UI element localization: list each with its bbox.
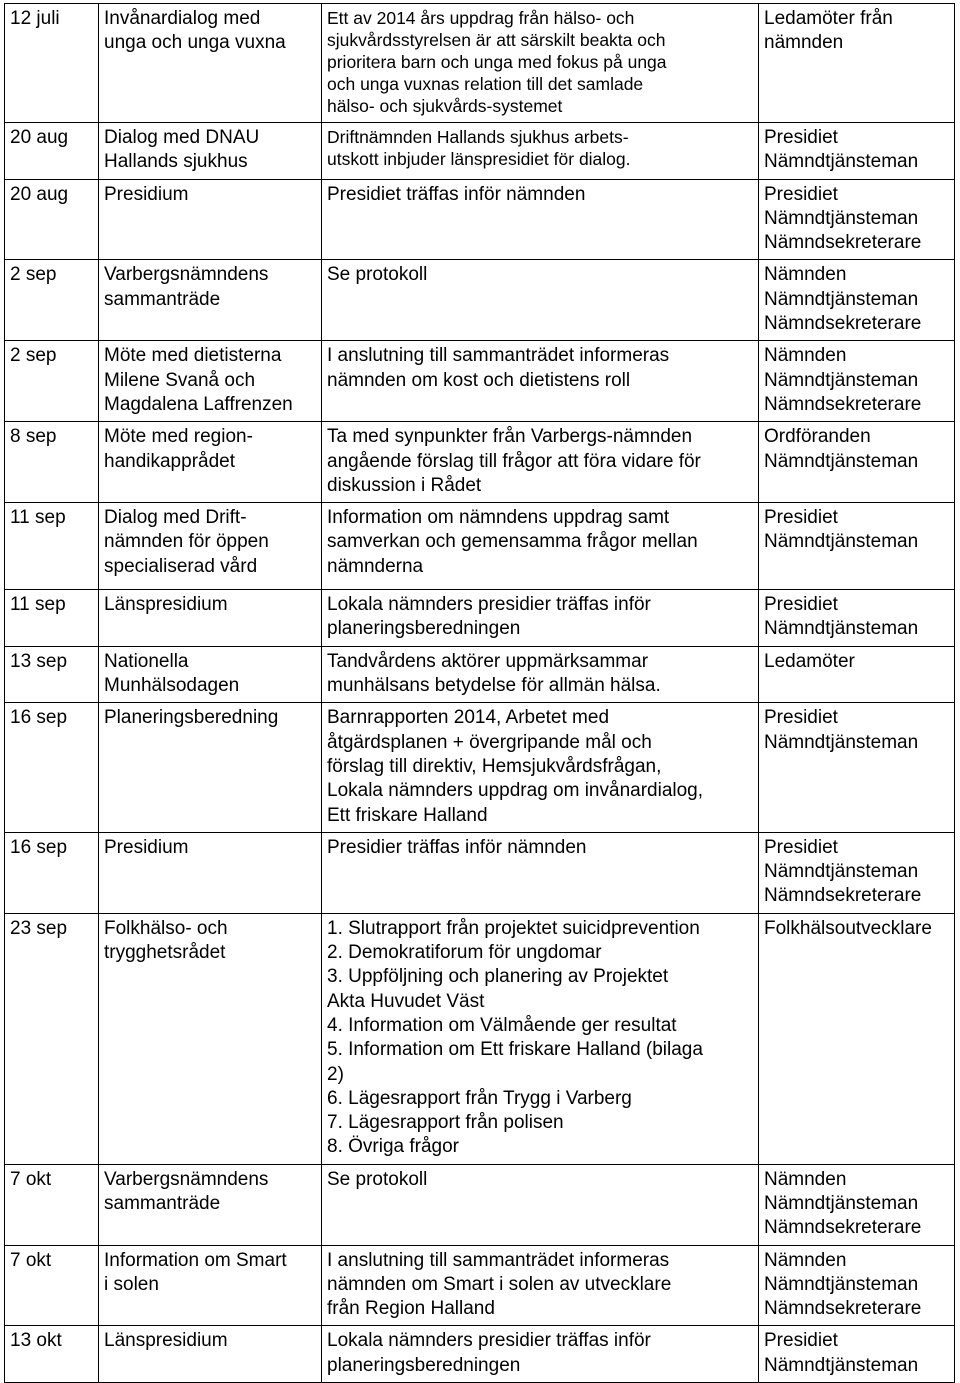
date-cell	[5, 422, 99, 503]
participants-cell-line: Nämndsekreterare	[764, 1298, 922, 1320]
event-cell	[99, 260, 322, 341]
event-cell-line: Presidium	[104, 183, 189, 205]
description-cell	[322, 422, 759, 503]
table-row	[5, 590, 955, 647]
participants-cell-line: Nämndtjänsteman	[764, 618, 919, 640]
description-cell-line: Presidier träffas inför nämnden	[327, 836, 587, 858]
event-cell-line: specialiserad vård	[104, 555, 258, 577]
date-cell-text: 16 sep	[10, 707, 68, 729]
description-cell-line: åtgärdsplanen + övergripande mål och	[327, 731, 652, 753]
event-cell	[99, 913, 322, 1164]
event-cell	[99, 341, 322, 422]
date-cell	[5, 590, 99, 647]
description-cell-line: 2)	[327, 1063, 344, 1085]
participants-cell-line: Ledamöter	[764, 650, 855, 672]
description-cell-line: planeringsberedningen	[327, 618, 521, 640]
description-cell-line: nämnden om kost och dietistens roll	[327, 369, 631, 391]
description-cell-line: nämnden om Smart i solen av utvecklare	[327, 1273, 672, 1295]
description-cell	[322, 646, 759, 703]
activity-schedule-document	[4, 3, 954, 1383]
description-cell-line: från Region Halland	[327, 1298, 495, 1320]
participants-cell	[759, 341, 955, 422]
table-row	[5, 1326, 955, 1383]
event-cell-line: sammanträde	[104, 1192, 221, 1214]
event-cell	[99, 422, 322, 503]
participants-cell-line: Presidiet	[764, 127, 838, 148]
description-cell	[322, 913, 759, 1164]
participants-cell-line: Nämnden	[764, 345, 847, 367]
description-cell-line: 3. Uppföljning och planering av Projektet	[327, 966, 669, 988]
date-cell	[5, 1164, 99, 1245]
event-cell-line: Information om Smart	[104, 1249, 287, 1271]
event-cell	[99, 646, 322, 703]
event-cell	[99, 503, 322, 590]
date-cell-text: 13 sep	[10, 650, 68, 672]
event-cell-line: Varbergsnämndens	[104, 1168, 269, 1190]
event-cell-line: Dialog med DNAU	[104, 127, 260, 148]
description-cell-line: Lokala nämnders presidier träffas inför	[327, 1330, 651, 1352]
date-cell	[5, 832, 99, 913]
description-cell	[322, 341, 759, 422]
participants-cell-line: Nämndtjänsteman	[764, 1273, 919, 1295]
table-row	[5, 260, 955, 341]
table-row	[5, 703, 955, 832]
description-cell-line: nämnderna	[327, 555, 424, 577]
description-cell	[322, 123, 759, 180]
description-cell-line: Barnrapporten 2014, Arbetet med	[327, 707, 610, 729]
description-cell	[322, 260, 759, 341]
description-cell-line: hälso- och sjukvårds-systemet	[327, 96, 563, 116]
participants-cell-line: Nämndtjänsteman	[764, 369, 919, 391]
date-cell-text: 16 sep	[10, 836, 68, 858]
event-cell	[99, 1164, 322, 1245]
participants-cell-line: Nämndtjänsteman	[764, 1192, 919, 1214]
date-cell	[5, 179, 99, 260]
date-cell	[5, 703, 99, 832]
table-row	[5, 341, 955, 422]
description-cell-line: 4. Information om Välmående ger resultat	[327, 1014, 677, 1036]
event-cell	[99, 590, 322, 647]
event-cell-line: Magdalena Laffrenzen	[104, 393, 293, 415]
participants-cell-line: Nämndtjänsteman	[764, 861, 919, 883]
description-cell-line: diskussion i Rådet	[327, 474, 482, 496]
event-cell-line: Presidium	[104, 836, 189, 858]
description-cell-line: 7. Lägesrapport från polisen	[327, 1112, 564, 1134]
event-cell-line: Nationella	[104, 650, 189, 672]
table-row	[5, 422, 955, 503]
participants-cell-line: Nämndsekreterare	[764, 313, 922, 335]
description-cell-line: Driftnämnden Hallands sjukhus arbets-	[327, 127, 629, 147]
description-cell-line: förslag till direktiv, Hemsjukvårdsfrågan,	[327, 755, 662, 777]
participants-cell-line: Nämndtjänsteman	[764, 731, 919, 753]
event-cell-line: Dialog med Drift-	[104, 507, 247, 529]
event-cell	[99, 4, 322, 123]
event-cell-line: Möte med region-	[104, 426, 253, 448]
date-cell	[5, 123, 99, 180]
date-cell-text: 2 sep	[10, 345, 57, 367]
description-cell-line: I anslutning till sammanträdet informeras	[327, 345, 670, 367]
date-cell	[5, 646, 99, 703]
description-cell	[322, 1245, 759, 1326]
participants-cell-line: Nämndsekreterare	[764, 393, 922, 415]
event-cell-line: Invånardialog med	[104, 8, 261, 29]
participants-cell	[759, 703, 955, 832]
description-cell-line: 5. Information om Ett friskare Halland (bilaga	[327, 1039, 703, 1061]
participants-cell-line: Nämndtjänsteman	[764, 151, 919, 173]
description-cell	[322, 590, 759, 647]
date-cell-text: 2 sep	[10, 264, 57, 286]
participants-cell	[759, 503, 955, 590]
event-cell	[99, 1326, 322, 1383]
date-cell-text: 7 okt	[10, 1168, 52, 1190]
participants-cell-line: Nämnden	[764, 1249, 847, 1271]
event-cell-line: nämnden för öppen	[104, 531, 269, 553]
description-cell-line: Ett friskare Halland	[327, 804, 488, 826]
description-cell-line: Se protokoll	[327, 1168, 428, 1190]
date-cell	[5, 4, 99, 123]
participants-cell	[759, 1164, 955, 1245]
participants-cell-line: Nämndtjänsteman	[764, 207, 919, 229]
participants-cell	[759, 832, 955, 913]
participants-cell	[759, 123, 955, 180]
event-cell-line: Milene Svanå och	[104, 369, 256, 391]
participants-cell-line: nämnden	[764, 32, 844, 54]
participants-cell-line: Nämndsekreterare	[764, 885, 922, 907]
table-row	[5, 4, 955, 123]
participants-cell	[759, 4, 955, 123]
description-cell-line: samverkan och gemensamma frågor mellan	[327, 531, 698, 553]
description-cell-line: 1. Slutrapport från projektet suicidprevention	[327, 917, 700, 939]
date-cell-text: 20 aug	[10, 127, 69, 148]
event-cell-line: sammanträde	[104, 288, 221, 310]
date-cell	[5, 1245, 99, 1326]
description-cell-line: 6. Lägesrapport från Trygg i Varberg	[327, 1087, 632, 1109]
participants-cell-line: Presidiet	[764, 594, 838, 616]
description-cell-line: och unga vuxnas relation till det samlade	[327, 74, 644, 94]
participants-cell-line: Presidiet	[764, 183, 838, 205]
participants-cell-line: Folkhälsoutvecklare	[764, 917, 932, 939]
description-cell-line: Tandvårdens aktörer uppmärksammar	[327, 650, 649, 672]
participants-cell-line: Nämndtjänsteman	[764, 288, 919, 310]
table-row	[5, 1245, 955, 1326]
event-cell	[99, 123, 322, 180]
date-cell-text: 8 sep	[10, 426, 57, 448]
description-cell-line: planeringsberedningen	[327, 1354, 521, 1376]
description-cell-line: Akta Huvudet Väst	[327, 990, 485, 1012]
event-cell-line: Hallands sjukhus	[104, 151, 248, 173]
event-cell-line: Folkhälso- och	[104, 917, 228, 939]
event-cell-line: handikapprådet	[104, 450, 235, 472]
participants-cell-line: Ledamöter från	[764, 8, 893, 29]
participants-cell-line: Presidiet	[764, 836, 838, 858]
event-cell	[99, 703, 322, 832]
participants-cell-line: Ordföranden	[764, 426, 871, 448]
date-cell	[5, 1326, 99, 1383]
description-cell-line: munhälsans betydelse för allmän hälsa.	[327, 675, 661, 697]
description-cell-line: 2. Demokratiforum för ungdomar	[327, 942, 602, 964]
participants-cell	[759, 1245, 955, 1326]
description-cell	[322, 1326, 759, 1383]
participants-cell	[759, 646, 955, 703]
date-cell-text: 11 sep	[10, 507, 66, 529]
event-cell-line: Möte med dietisterna	[104, 345, 282, 367]
table-row	[5, 503, 955, 590]
event-cell-line: Munhälsodagen	[104, 675, 240, 697]
participants-cell-line: Nämnden	[764, 264, 847, 286]
participants-cell-line: Nämndtjänsteman	[764, 531, 919, 553]
schedule-table	[4, 3, 955, 1383]
participants-cell-line: Presidiet	[764, 1330, 838, 1352]
description-cell-line: angående förslag till frågor att föra vidare för	[327, 450, 701, 472]
event-cell-line: i solen	[104, 1273, 159, 1295]
schedule-table-body	[5, 4, 955, 1383]
participants-cell-line: Nämndtjänsteman	[764, 450, 919, 472]
description-cell-line: I anslutning till sammanträdet informeras	[327, 1249, 670, 1271]
description-cell-line: prioritera barn och unga med fokus på unga	[327, 52, 667, 72]
date-cell	[5, 341, 99, 422]
table-row	[5, 646, 955, 703]
participants-cell	[759, 179, 955, 260]
date-cell-text: 20 aug	[10, 183, 69, 205]
description-cell-line: Ta med synpunkter från Varbergs-nämnden	[327, 426, 693, 448]
event-cell-line: Varbergsnämndens	[104, 264, 269, 286]
description-cell-line: Lokala nämnders presidier träffas inför	[327, 594, 651, 616]
table-row	[5, 832, 955, 913]
participants-cell	[759, 260, 955, 341]
date-cell	[5, 913, 99, 1164]
description-cell-line: Se protokoll	[327, 264, 428, 286]
description-cell-line: utskott inbjuder länspresidiet för dialog.	[327, 149, 631, 169]
participants-cell-line: Presidiet	[764, 507, 838, 529]
date-cell	[5, 503, 99, 590]
date-cell-text: 13 okt	[10, 1330, 62, 1352]
table-row	[5, 179, 955, 260]
description-cell	[322, 703, 759, 832]
participants-cell	[759, 422, 955, 503]
description-cell	[322, 832, 759, 913]
event-cell	[99, 832, 322, 913]
event-cell	[99, 1245, 322, 1326]
table-row	[5, 1164, 955, 1245]
participants-cell-line: Nämnden	[764, 1168, 847, 1190]
participants-cell	[759, 1326, 955, 1383]
description-cell-line: 8. Övriga frågor	[327, 1136, 459, 1158]
event-cell-line: Länspresidium	[104, 1330, 228, 1352]
description-cell-line: Ett av 2014 års uppdrag från hälso- och	[327, 8, 635, 28]
description-cell	[322, 4, 759, 123]
date-cell-text: 7 okt	[10, 1249, 52, 1271]
date-cell-text: 12 juli	[10, 8, 60, 29]
event-cell-line: trygghetsrådet	[104, 942, 226, 964]
table-row	[5, 123, 955, 180]
event-cell-line: unga och unga vuxna	[104, 32, 286, 54]
participants-cell-line: Nämndtjänsteman	[764, 1354, 919, 1376]
date-cell	[5, 260, 99, 341]
description-cell-line: Information om nämndens uppdrag samt	[327, 507, 670, 529]
date-cell-text: 23 sep	[10, 917, 68, 939]
event-cell-line: Planeringsberedning	[104, 707, 279, 729]
description-cell-line: sjukvårdsstyrelsen är att särskilt beakta och	[327, 30, 666, 50]
participants-cell-line: Nämndsekreterare	[764, 232, 922, 254]
event-cell-line: Länspresidium	[104, 594, 228, 616]
participants-cell	[759, 590, 955, 647]
description-cell	[322, 503, 759, 590]
event-cell	[99, 179, 322, 260]
participants-cell-line: Nämndsekreterare	[764, 1217, 922, 1239]
description-cell-line: Lokala nämnders uppdrag om invånardialog,	[327, 780, 704, 802]
description-cell	[322, 1164, 759, 1245]
participants-cell	[759, 913, 955, 1164]
table-row	[5, 913, 955, 1164]
date-cell-text: 11 sep	[10, 594, 66, 616]
participants-cell-line: Presidiet	[764, 707, 838, 729]
description-cell-line: Presidiet träffas inför nämnden	[327, 183, 586, 205]
description-cell	[322, 179, 759, 260]
